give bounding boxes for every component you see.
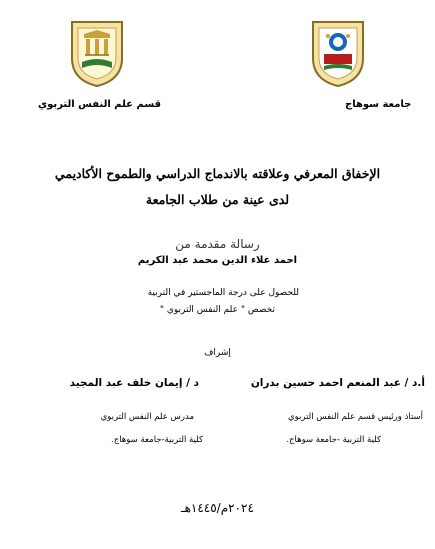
supervisor-1-affiliation: كلية التربية -جامعة سوهاج. bbox=[286, 435, 381, 445]
submitted-by-label: رسالة مقدمة من bbox=[175, 237, 260, 251]
university-label: جامعة سوهاج bbox=[345, 99, 412, 110]
supervisor-1-title: أستاذ ورئيس قسم علم النفس التربوي bbox=[287, 412, 423, 422]
supervision-label: إشراف bbox=[204, 348, 231, 358]
faculty-of-education-emblem-icon bbox=[68, 18, 126, 88]
specialization: تخصص " علم النفس التربوي " bbox=[159, 305, 275, 315]
sohag-university-emblem-icon bbox=[308, 18, 368, 88]
thesis-date: ٢٠٢٤م/١٤٤٥هـ bbox=[181, 501, 254, 515]
supervisor-2-title: مدرس علم النفس التربوي bbox=[100, 412, 194, 422]
thesis-title-line-2: لدى عينة من طلاب الجامعة bbox=[145, 192, 290, 207]
thesis-title-line-1: الإخفاق المعرفي وعلاقته بالاندماج الدراسي والطموح الأكاديمي bbox=[54, 166, 381, 181]
supervisor-1-name: أ.د / عبد المنعم احمد حسين بدران bbox=[250, 377, 425, 389]
degree-purpose: للحصول على درجة الماجستير في التربية bbox=[147, 288, 299, 298]
supervisor-2-name: د / إيمان خلف عبد المجيد bbox=[69, 377, 199, 389]
author-name: احمد علاء الدين محمد عبد الكريم bbox=[137, 255, 298, 266]
supervisor-2-affiliation: كلية التربية-جامعة سوهاج. bbox=[111, 435, 203, 445]
department-label: قسم علم النفس التربوي bbox=[38, 99, 162, 110]
